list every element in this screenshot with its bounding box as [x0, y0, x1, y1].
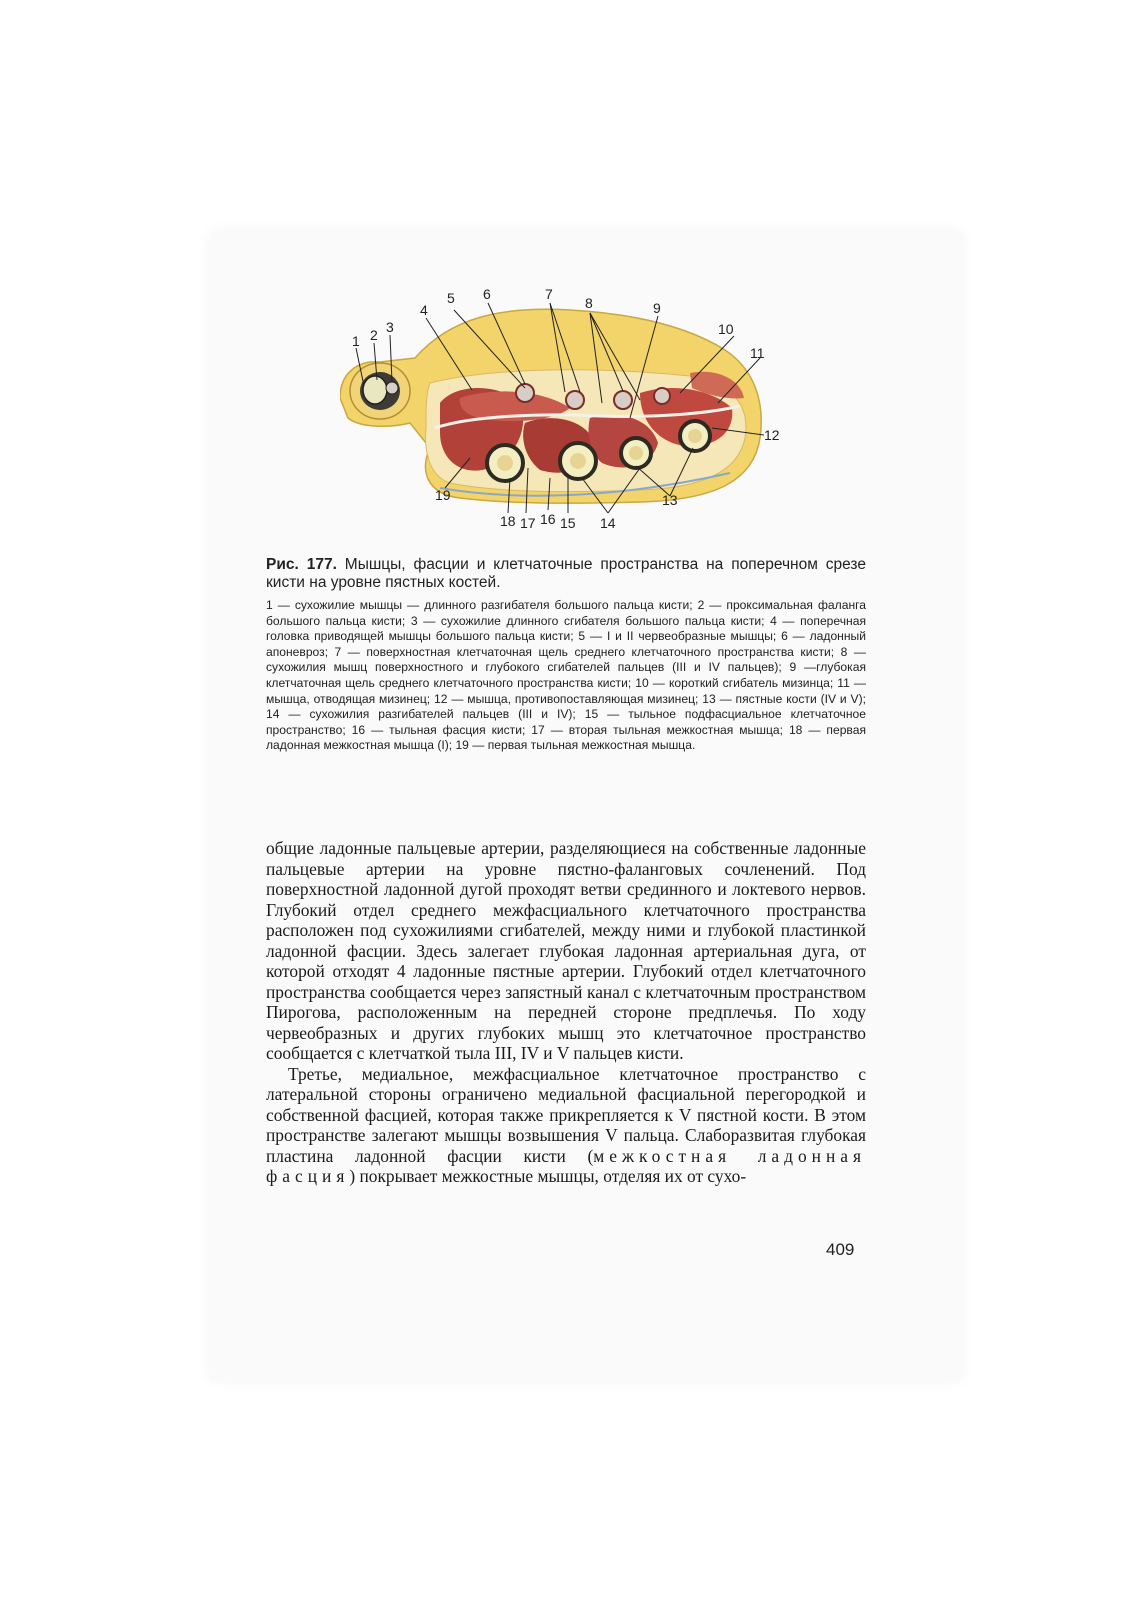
caption-title-text: Мышцы, фасции и клетчаточные пространства на поперечном срезе кисти на уровне пястных костей. — [266, 556, 866, 591]
body-text — [266, 838, 866, 1187]
caption-title — [266, 556, 866, 592]
figure-label-7: 7 — [545, 288, 553, 302]
figure-label-14: 14 — [600, 515, 616, 531]
figure-label-1: 1 — [352, 333, 360, 349]
figure-label-11: 11 — [750, 345, 765, 361]
figure-label-15: 15 — [560, 515, 576, 531]
hand-cross-section-figure — [340, 288, 800, 543]
paragraph-2-end: ) покрывает межкостные мышцы, отделяя их от сухо- — [349, 1166, 747, 1186]
figure-label-6: 6 — [483, 288, 491, 302]
figure-label-5: 5 — [447, 290, 455, 306]
caption-legend: 1 — сухожилие мышцы — длинного разгибателя большого пальца кисти; 2 — проксимальная фаланга большого пальца кисти; 3 — сухожилие длинного сгибателя большого пальца кисти; 4 — поперечная головка приводящей мышцы большого пальца кисти; 5 — I и II червеобразные мышцы; 6 — ладонный апоневроз; 7 — поверхностная клетчаточная щель среднего клетчаточного пространства кисти; 8 — сухожилия мышц поверхностного и глубокого сгибателей пальцев (III и IV пальцев); 9 —глубокая клетчаточная щель среднего клетчаточного пространства кисти; 10 — короткий сгибатель мизинца; 11 — мышца, отводящая мизинец; 12 — мышца, противопоставляющая мизинец; 13 — пястные кости (IV и V); 14 — сухожилия разгибателей пальцев (III и IV); 15 — тыльное подфасциальное клетчаточное пространство; 16 — тыльная фасция кисти; 17 — вторая тыльная межкостная мышца; 18 — первая ладонная межкостная мышца (I); 19 — первая тыльная межкостная мышца. — [266, 598, 866, 753]
figure-caption — [266, 556, 866, 754]
figure-label-9: 9 — [653, 300, 661, 316]
figure-label-13: 13 — [662, 492, 678, 508]
anatomical-illustration — [340, 288, 800, 543]
paragraph-2 — [266, 1064, 866, 1187]
figure-label-18: 18 — [500, 513, 516, 529]
figure-label-10: 10 — [718, 321, 734, 337]
page-number: 409 — [826, 1240, 855, 1259]
figure-label-16: 16 — [540, 511, 556, 527]
caption-prefix: Рис. 177. — [266, 556, 337, 573]
figure-label-19: 19 — [435, 487, 451, 503]
paragraph-1: общие ладонные пальцевые артерии, разделяющиеся на собственные ладонные пальцевые артерии на уровне пястно-фаланговых сочленений. Под поверхностной ладонной дугой проходят ветви срединного и локтевого нервов. Глубокий отдел среднего межфасциального клетчаточного пространства расположен под сухожилиями сгибателей, между ними и глубокой пластинкой ладонной фасции. Здесь залегает глубокая ладонная артериальная дуга, от которой отходят 4 ладонные пястные артерии. Глубокий отдел клетчаточного пространства сообщается через запястный канал с клетчаточным пространством Пирогова, расположенным на передней стороне предплечья. По ходу червеобразных и других глубоких мышц это клетчаточное пространство сообщается с клетчаткой тыла III, IV и V пальцев кисти. — [266, 838, 866, 1063]
figure-label-4: 4 — [420, 302, 428, 318]
figure-label-12: 12 — [764, 427, 780, 443]
figure-label-8: 8 — [585, 295, 593, 311]
paragraph-2-term: межкостная ладонная фасция — [266, 1145, 866, 1186]
figure-label-17: 17 — [520, 515, 536, 531]
paragraph-2-start: Третье, медиальное, межфасциальное клетчаточное пространство с латеральной стороны ограничено медиальной фасциальной перегородкой и собственной фасцией, которая также прикрепляется к V пястной кости. В этом пространстве залегают мышцы возвышения V пальца. Слаборазвитая глубокая пластина ладонной фасции кисти ( — [266, 1063, 866, 1166]
figure-label-2: 2 — [370, 327, 378, 343]
figure-label-3: 3 — [386, 319, 394, 335]
